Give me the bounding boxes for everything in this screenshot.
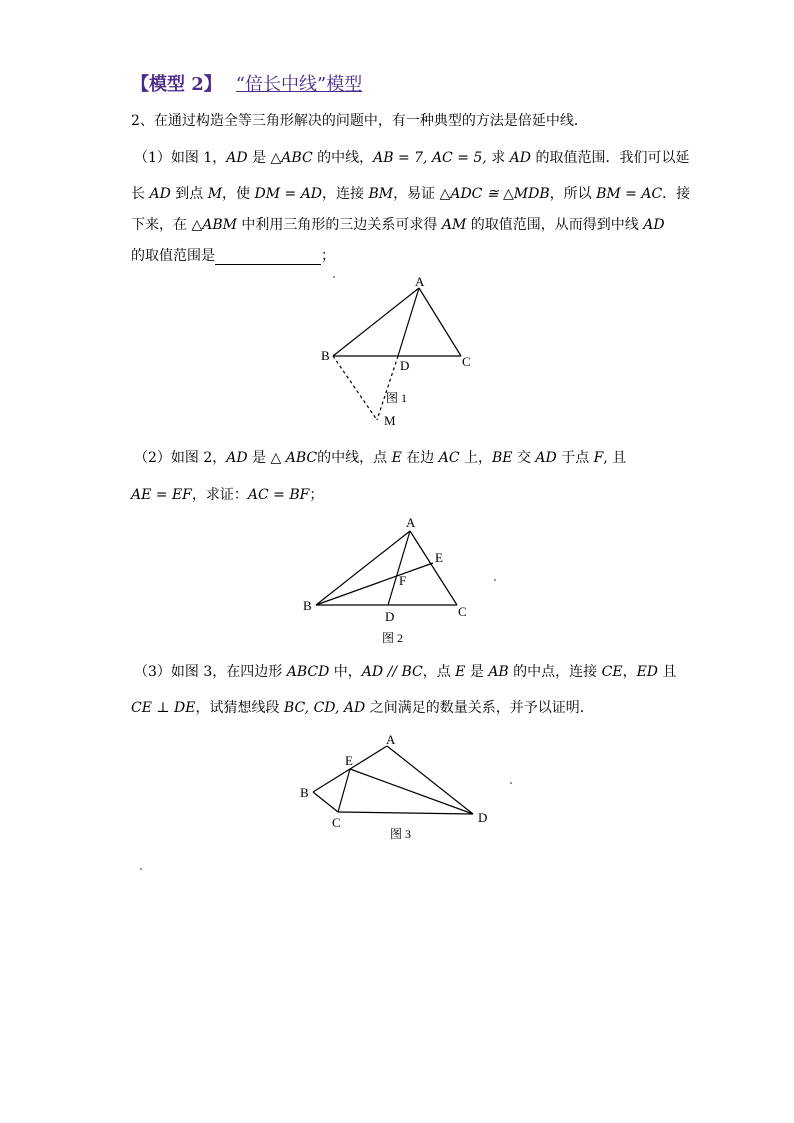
dashed-segment-BM bbox=[333, 356, 377, 420]
segment-AC bbox=[410, 531, 457, 605]
text: 的取值范围是 bbox=[131, 248, 215, 264]
label-C: C bbox=[462, 354, 471, 369]
text: 下来，在 bbox=[131, 217, 192, 233]
text: 是 △ bbox=[247, 450, 286, 466]
math: AD bbox=[149, 186, 171, 202]
label-D: D bbox=[385, 609, 395, 624]
part1-line2 bbox=[131, 183, 690, 203]
label-B: B bbox=[300, 785, 309, 800]
math: BC, CD, AD bbox=[283, 700, 366, 716]
stray-mark bbox=[140, 868, 142, 870]
text: ，点 bbox=[422, 664, 456, 680]
text: 之间满足的数量关系，并予以证明． bbox=[365, 700, 594, 716]
figure2-caption: 图 2 bbox=[382, 631, 404, 645]
segment-AD bbox=[388, 531, 410, 605]
figure3-caption: 图 3 bbox=[390, 827, 412, 841]
label-E: E bbox=[435, 550, 443, 565]
part3-line1 bbox=[134, 661, 676, 681]
math: BM bbox=[368, 186, 394, 202]
math: E bbox=[391, 450, 402, 466]
text: , 且 bbox=[603, 450, 627, 466]
segment-AB bbox=[316, 531, 410, 605]
text: 到点 bbox=[170, 186, 208, 202]
label-D: D bbox=[478, 810, 488, 825]
label-D: D bbox=[400, 358, 410, 373]
stray-mark bbox=[510, 782, 512, 784]
text: 的中线， bbox=[312, 150, 374, 166]
math: BM = AC bbox=[596, 186, 663, 202]
segment-CE bbox=[338, 769, 350, 812]
label-A: A bbox=[406, 515, 416, 530]
part1-line1 bbox=[134, 147, 689, 167]
text: 且 bbox=[658, 664, 677, 680]
text: （1）如图 1， bbox=[134, 150, 227, 166]
text: ，使 bbox=[222, 186, 255, 202]
stray-mark bbox=[333, 276, 335, 278]
text: 是 bbox=[465, 664, 489, 680]
text: ，求证： bbox=[191, 487, 248, 503]
segment-ED bbox=[350, 769, 473, 814]
text: 中， bbox=[329, 664, 362, 680]
math: ABCD bbox=[286, 664, 330, 680]
part1-line3 bbox=[131, 214, 665, 234]
label-C: C bbox=[332, 815, 341, 830]
label-A: A bbox=[415, 274, 425, 289]
text: ， bbox=[622, 664, 637, 680]
math: AD // BC bbox=[361, 664, 423, 680]
label-E: E bbox=[345, 753, 353, 768]
intro-text: 2、在通过构造全等三角形解决的问题中，有一种典型的方法是倍延中线． bbox=[131, 113, 588, 129]
math: AD bbox=[535, 450, 557, 466]
text: 在边 bbox=[401, 450, 439, 466]
figure1-caption: 图 1 bbox=[386, 391, 408, 405]
math: BE bbox=[491, 450, 513, 466]
label-C: C bbox=[458, 604, 467, 619]
math: AM bbox=[441, 217, 467, 233]
text: 的取值范围，从而得到中线 bbox=[466, 217, 644, 233]
math: CE ⊥ DE bbox=[131, 700, 196, 716]
text: 的取值范围．我们可以延 bbox=[531, 150, 690, 166]
answer-blank[interactable] bbox=[215, 250, 321, 265]
math: AC bbox=[438, 450, 460, 466]
part2-line2 bbox=[131, 484, 323, 504]
text: ； bbox=[321, 248, 335, 264]
math: △ADC ≅ △MDB bbox=[439, 186, 550, 202]
part1-line4 bbox=[131, 245, 335, 265]
text: （3）如图 3，在四边形 bbox=[134, 664, 287, 680]
part2-line1 bbox=[134, 447, 626, 467]
math: AD bbox=[509, 150, 532, 166]
text: 长 bbox=[131, 186, 150, 202]
label-B: B bbox=[321, 348, 330, 363]
text: ．接 bbox=[662, 186, 691, 202]
math: AB = 7, AC = 5, bbox=[373, 150, 487, 166]
text: 中利用三角形的三边关系可求得 bbox=[236, 217, 442, 233]
heading-model-name: “倍长中线”模型 bbox=[235, 74, 363, 95]
label-F: F bbox=[399, 573, 407, 588]
math: M bbox=[207, 186, 223, 202]
math: △ABM bbox=[191, 217, 237, 233]
label-A: A bbox=[386, 732, 396, 747]
math: AD bbox=[226, 450, 248, 466]
text: 于点 bbox=[556, 450, 594, 466]
segment-AC bbox=[419, 288, 461, 356]
text: 的中点，连接 bbox=[508, 664, 602, 680]
math: AC = BF bbox=[247, 487, 310, 503]
segment-AB bbox=[333, 288, 419, 356]
segment-AB bbox=[313, 746, 387, 792]
math: F bbox=[593, 450, 604, 466]
math: AD bbox=[226, 150, 248, 166]
section-heading bbox=[131, 70, 362, 96]
text: 的中线，点 bbox=[317, 450, 392, 466]
part3-line2 bbox=[131, 697, 594, 717]
math: DM = AD bbox=[254, 186, 323, 202]
text: 上， bbox=[459, 450, 492, 466]
segment-BE bbox=[316, 563, 433, 605]
math: AB bbox=[488, 664, 509, 680]
dashed-segment-DM bbox=[377, 356, 398, 420]
text: ，连接 bbox=[322, 186, 369, 202]
text: 求 bbox=[486, 150, 510, 166]
text: ，试猜想线段 bbox=[195, 700, 284, 716]
math: E bbox=[455, 664, 466, 680]
math: AD bbox=[643, 217, 665, 233]
segment-BC bbox=[313, 792, 338, 812]
label-B: B bbox=[303, 598, 312, 613]
math: AE = EF bbox=[131, 487, 192, 503]
math: ABC bbox=[285, 450, 318, 466]
text: 是 bbox=[247, 150, 271, 166]
math: CE bbox=[601, 664, 623, 680]
stray-mark bbox=[494, 579, 496, 581]
text: ，所以 bbox=[549, 186, 597, 202]
segment-AD bbox=[398, 288, 419, 356]
heading-tag: 【模型 2】 bbox=[131, 74, 222, 95]
label-M: M bbox=[384, 413, 396, 428]
text: （2）如图 2， bbox=[134, 450, 227, 466]
text: ； bbox=[309, 487, 324, 503]
text: ，易证 bbox=[393, 186, 440, 202]
text: 交 bbox=[512, 450, 536, 466]
segment-AD bbox=[387, 746, 473, 814]
math: △ABC bbox=[270, 150, 313, 166]
segment-CD bbox=[338, 812, 473, 814]
math: ED bbox=[636, 664, 659, 680]
